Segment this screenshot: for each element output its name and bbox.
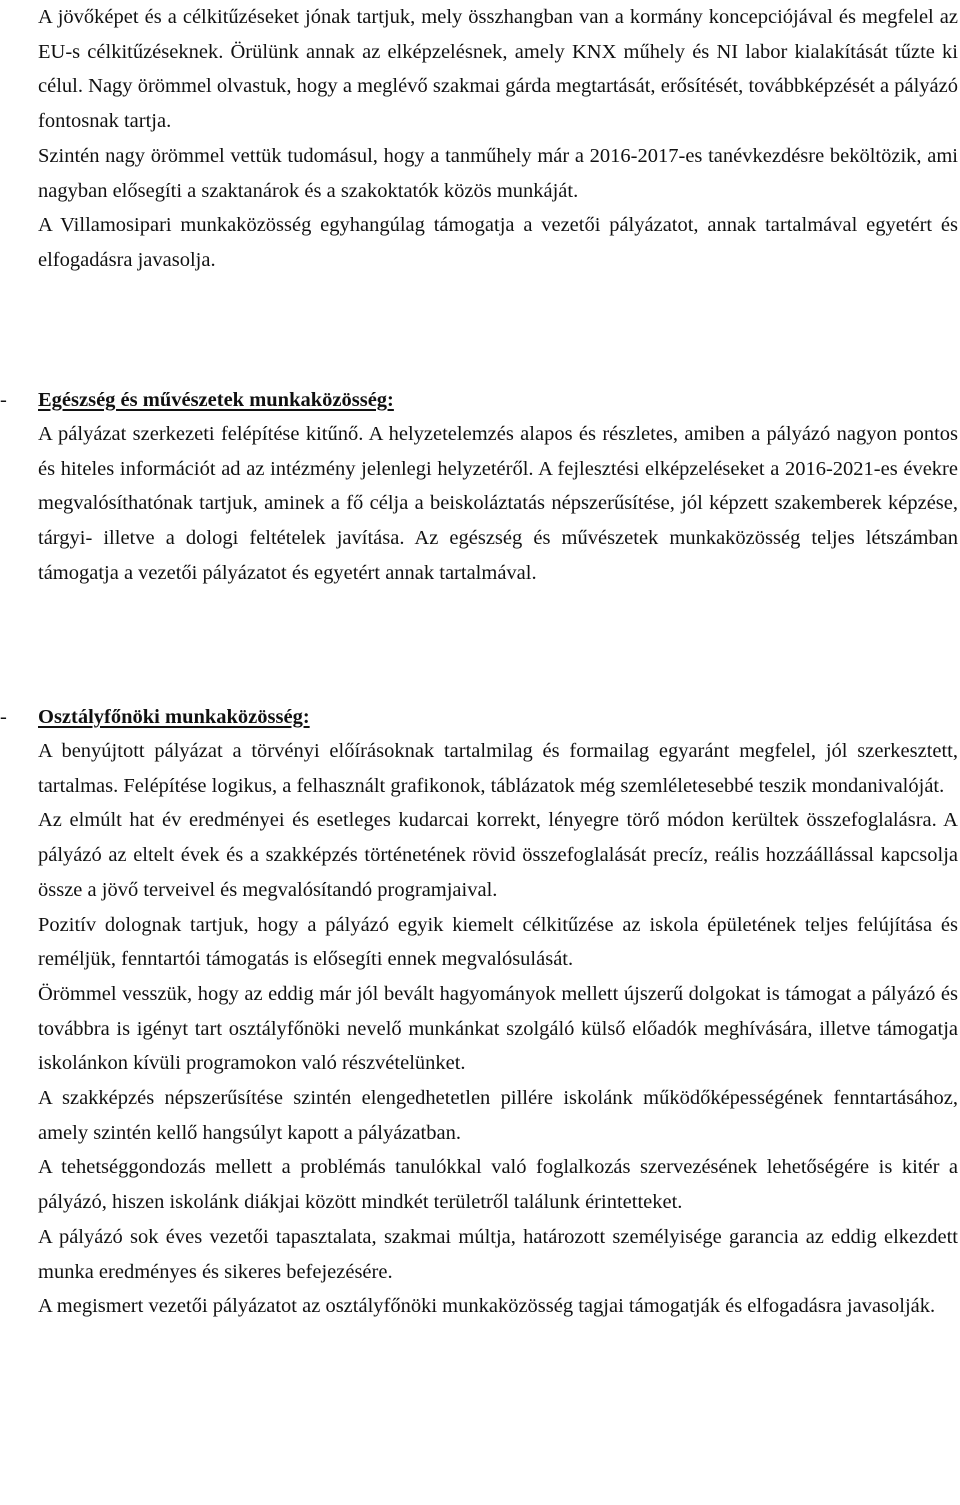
paragraph: A szakképzés népszerűsítése szintén elengedhetetlen pillére iskolánk működőképességének fenntartásához, amely szintén kellő hangsúlyt kapott a pályázatban. (38, 1087, 958, 1144)
section-heading: Osztályfőnöki munkaközösség: (38, 706, 310, 728)
list-dash: - (0, 706, 7, 728)
paragraph: A Villamosipari munkaközösség egyhangúlag támogatja a vezetői pályázatot, annak tartalmával egyetért és elfogadásra javasolja. (38, 214, 958, 271)
section-heading-row (0, 700, 958, 734)
paragraph: A benyújtott pályázat a törvényi előírásoknak tartalmilag és formailag egyaránt megfelel, jól szerkesztett, tartalmas. Felépítése logikus, a felhasznált grafikonok, táblázatok még szemléletesebbé teszik mondanivalóját. (38, 740, 958, 797)
section-villamosipari (38, 0, 958, 278)
list-dash: - (0, 389, 7, 411)
paragraph: Örömmel vesszük, hogy az eddig már jól bevált hagyományok mellett újszerű dolgokat is támogat a pályázó és továbbra is igényt tart osztályfőnöki nevelő munkánkat szolgáló külső előadók meghívására, illetve támogatja iskolánkon kívüli programokon való részvételünket. (38, 982, 958, 1075)
paragraph: A pályázó sok éves vezetői tapasztalata, szakmai múltja, határozott személyisége garancia az eddig elkezdett munka eredményes és sikeres befejezésére. (38, 1225, 958, 1283)
section-osztalyfonoki (38, 734, 958, 1324)
paragraph: Pozitív dolognak tartjuk, hogy a pályázó egyik kiemelt célkitűzése az iskola épületének teljes felújítása és reméljük, fenntartói támogatás is elősegíti ennek megvalósulását. (38, 913, 958, 971)
section-heading: Egészség és művészetek munkaközösség: (38, 389, 394, 411)
paragraph: A pályázat szerkezeti felépítése kitűnő. A helyzetelemzés alapos és részletes, amiben a pályázó nagyon pontos és hiteles információt ad az intézmény jelenlegi helyzetéről. A fejlesztési elképzeléseket a 2016-2021-es évekre megvalósíthatónak tartjuk, aminek a fő célja a beiskoláztatás népszerűsítése, jól képzett szakemberek képzése, tárgyi- illetve a dologi feltételek javítása. Az egészség és művészetek munkaközösség teljes létszámban támogatja a vezetői pályázatot és egyetért annak tartalmával. (38, 423, 958, 584)
paragraph: Szintén nagy örömmel vettük tudomásul, hogy a tanműhely már a 2016-2017-es tanévkezdésre beköltözik, ami nagyban elősegíti a szaktanárok és a szakoktatók közös munkáját. (38, 144, 958, 202)
section-egeszseg (38, 417, 958, 591)
section-heading-row (0, 383, 958, 417)
paragraph: A jövőképet és a célkitűzéseket jónak tartjuk, mely összhangban van a kormány koncepciójával és megfelel az EU-s célkitűzéseknek. Örülünk annak az elképzelésnek, amely KNX műhely és NI labor kialakítását tűzte ki célul. Nagy örömmel olvastuk, hogy a meglévő szakmai gárda megtartását, erősítését, továbbképzését a pályázó fontosnak tartja. (38, 6, 958, 133)
paragraph: Az elmúlt hat év eredményei és esetleges kudarcai korrekt, lényegre törő módon kerültek összefoglalásra. A pályázó az eltelt évek és a szakképzés történetének rövid összefoglalását precíz, reális hozzáállással kapcsolja össze a jövő terveivel és megvalósítandó programjaival. (38, 809, 958, 901)
paragraph: A tehetséggondozás mellett a problémás tanulókkal való foglalkozás szervezésének lehetőségére is kitér a pályázó, hiszen iskolánk diákjai között mindkét területről találunk érintetteket. (38, 1156, 958, 1214)
paragraph: A megismert vezetői pályázatot az osztályfőnöki munkaközösség tagjai támogatják és elfogadásra javasolják. (38, 1295, 936, 1318)
